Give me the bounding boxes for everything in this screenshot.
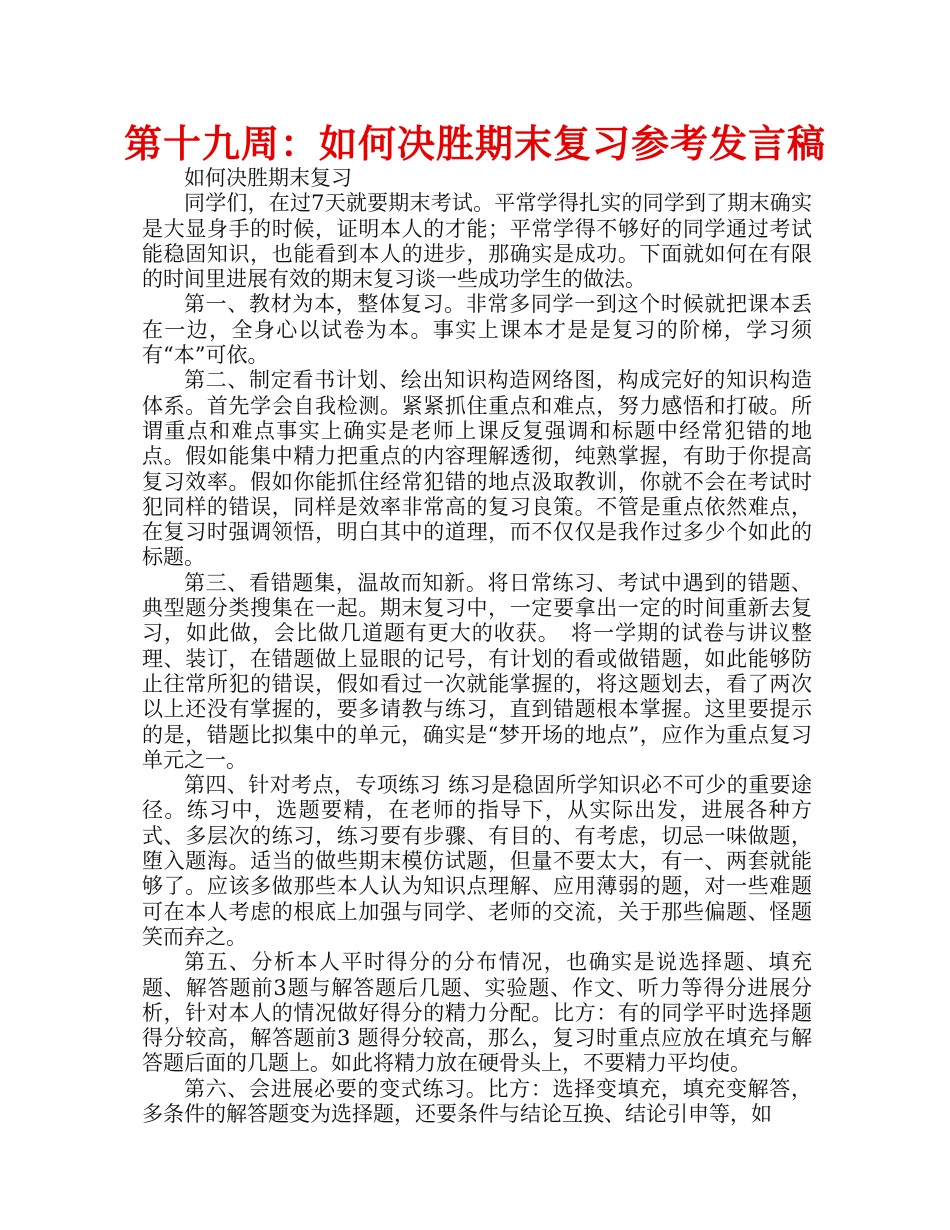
document-body bbox=[142, 166, 812, 1127]
document-title: 第十九周：如何决胜期末复习参考发言稿 bbox=[123, 122, 826, 166]
paragraph: 第四、针对考点，专项练习 练习是稳固所学知识必不可少的重要途径。练习中，选题要精，在老师的指导下，从实际出发，进展各种方式、多层次的练习，练习要有步骤、有目的、有考虑，切忌一味做题，堕入题海。适当的做些期末模仿试题，但量不要太大，有一、两套就能够了。应该多做那些本人认为知识点理解、应用薄弱的题，对一些难题可在本人考虑的根底上加强与同学、老师的交流，关于那些偏题、怪题笑而弃之。 bbox=[142, 773, 812, 949]
paragraph: 第二、制定看书计划、绘出知识构造网络图，构成完好的知识构造体系。首先学会自我检测。紧紧抓住重点和难点，努力感悟和打破。所谓重点和难点事实上确实是老师上课反复强调和标题中经常犯错的地点。假如能集中精力把重点的内容理解透彻，纯熟掌握，有助于你提高复习效率。假如你能抓住经常犯错的地点汲取教训，你就不会在考试时犯同样的错误，同样是效率非常高的复习良策。不管是重点依然难点，在复习时强调领悟，明白其中的道理，而不仅仅是我作过多少个如此的标题。 bbox=[142, 368, 812, 570]
paragraph: 第六、会进展必要的变式练习。比方：选择变填充，填充变解答，多条件的解答题变为选择题，还要条件与结论互换、结论引申等，如 bbox=[142, 1076, 812, 1126]
document-subtitle: 如何决胜期末复习 bbox=[184, 166, 352, 190]
paragraph: 同学们，在过7天就要期末考试。平常学得扎实的同学到了期末确实是大显身手的时候，证明本人的才能；平常学得不够好的同学通过考试能稳固知识，也能看到本人的进步，那确实是成功。下面就如何在有限的时间里进展有效的期末复习谈一些成功学生的做法。 bbox=[142, 191, 812, 292]
paragraph: 第三、看错题集，温故而知新。将日常练习、考试中遇到的错题、典型题分类搜集在一起。期末复习中，一定要拿出一定的时间重新去复习，如此做，会比做几道题有更大的收获。 将一学期的试卷与讲议整理、装订，在错题做上显眼的记号，有计划的看或做错题，如此能够防止往常所犯的错误，假如看过一次就能掌握的，将这题划去，看了两次以上还没有掌握的，要多请教与练习，直到错题根本掌握。这里要提示的是，错题比拟集中的单元，确实是“梦开场的地点”，应作为重点复习单元之一。 bbox=[142, 570, 812, 772]
paragraph: 第五、分析本人平时得分的分布情况，也确实是说选择题、填充题、解答题前3题与解答题后几题、实验题、作文、听力等得分进展分析，针对本人的情况做好得分的精力分配。比方：有的同学平时选择题得分较高，解答题前3 题得分较高，那么，复习时重点应放在填充与解答题后面的几题上。如此将精力放在硬骨头上，不要精力平均使。 bbox=[142, 950, 812, 1076]
paragraph: 第一、教材为本，整体复习。非常多同学一到这个时候就把课本丢在一边，全身心以试卷为本。事实上课本才是是复习的阶梯，学习须有“本”可依。 bbox=[142, 292, 812, 368]
